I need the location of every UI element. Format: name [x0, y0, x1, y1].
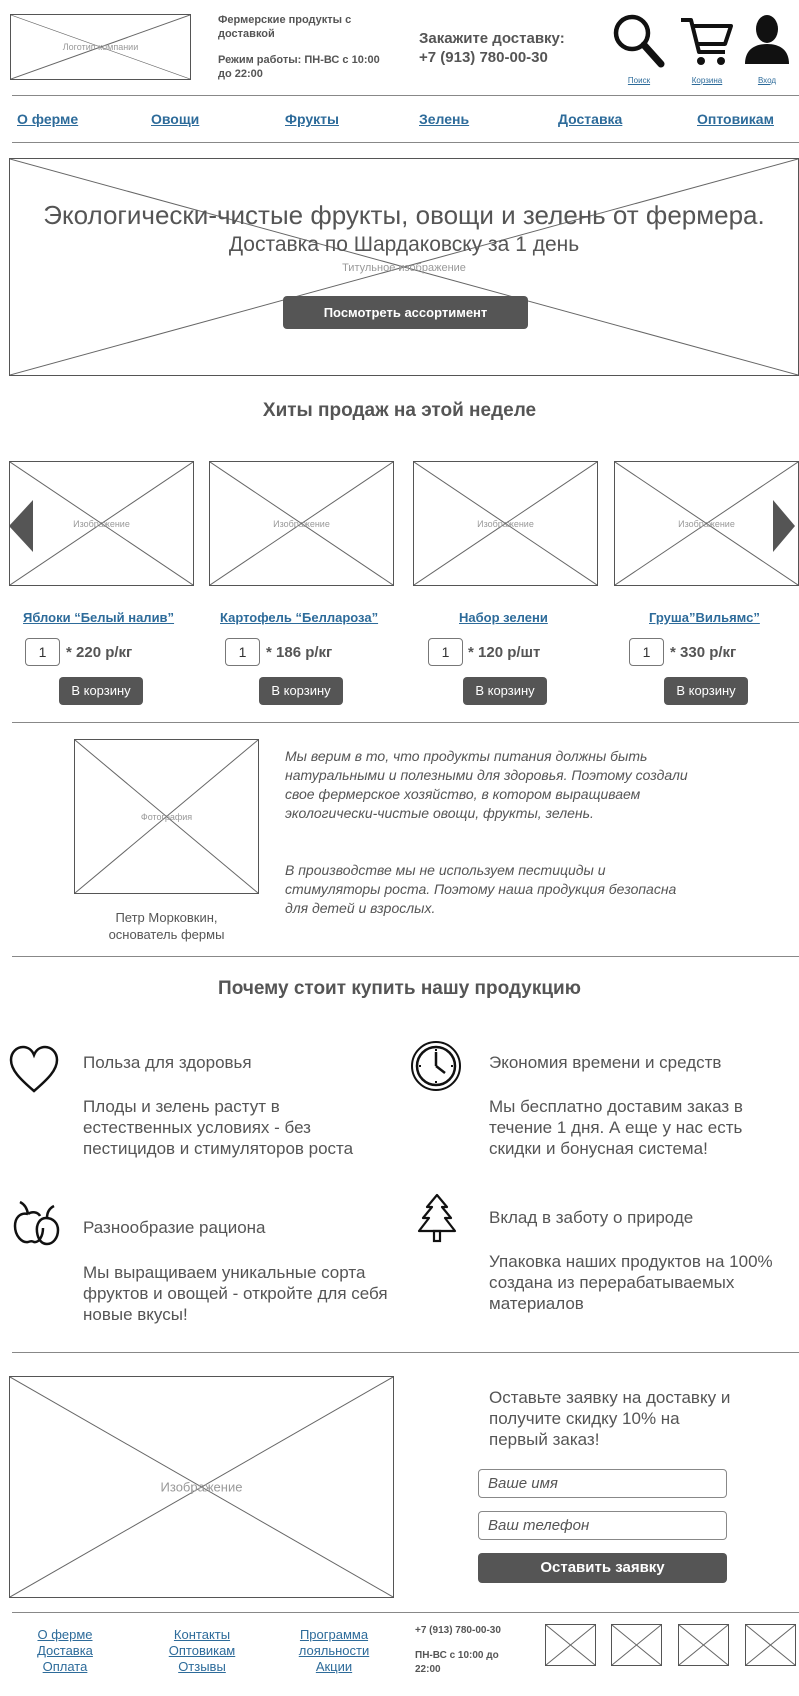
cart-label: Корзина	[691, 76, 723, 85]
advantage-title: Вклад в заботу о природе	[489, 1208, 694, 1227]
image-caption: Изображение	[273, 518, 330, 529]
product-price: * 120 р/шт	[468, 644, 541, 661]
tree-icon	[417, 1193, 457, 1245]
request-text: Оставьте заявку на доставку и получите скидку 10% на первый заказ!	[489, 1388, 731, 1449]
view-assortment-button[interactable]: Посмотреть ассортимент	[283, 296, 528, 329]
request-image	[9, 1376, 394, 1598]
advantage-title: Разнообразие рациона	[83, 1218, 266, 1237]
carousel-prev-icon[interactable]	[9, 500, 35, 552]
tagline: Фермерские продукты с доставкой	[218, 14, 352, 40]
footer-link-contacts[interactable]: Контакты	[173, 1627, 231, 1642]
quantity-field[interactable]: 1	[428, 638, 463, 666]
carousel-next-icon[interactable]	[773, 500, 797, 552]
logo-caption: Логотип компании	[62, 42, 139, 52]
founder-role: основатель фермы	[108, 927, 225, 942]
nav-vegetables[interactable]: Овощи	[151, 111, 200, 127]
footer-link-wholesale[interactable]: Оптовикам	[168, 1643, 236, 1658]
footer-link-reviews[interactable]: Отзывы	[178, 1659, 226, 1674]
header-phone[interactable]: +7 (913) 780-00-30	[419, 49, 548, 66]
product-image[interactable]	[9, 461, 194, 586]
submit-request-button[interactable]: Оставить заявку	[478, 1553, 727, 1583]
image-caption: Изображение	[160, 1479, 243, 1495]
product-image[interactable]	[614, 461, 799, 586]
footer-phone[interactable]: +7 (913) 780-00-30	[415, 1625, 501, 1636]
advantage-text: Мы бесплатно доставим заказ в течение 1 дня. А еще у нас есть скидки и бонусная система!	[489, 1097, 743, 1158]
order-label: Закажите доставку:	[419, 30, 565, 47]
user-icon	[742, 14, 792, 74]
product-title[interactable]: Яблоки “Белый налив”	[23, 610, 175, 625]
hits-title: Хиты продаж на этой неделе	[262, 400, 537, 421]
heart-icon	[8, 1043, 60, 1095]
about-paragraph: Мы верим в то, что продукты питания должны быть натуральными и полезными для здоровья. Поэтому создали свое фермерское хозяйство, в котором выращиваем экологически-чистые овощи, фрукты, зелень.	[285, 748, 688, 821]
quantity-field[interactable]: 1	[225, 638, 260, 666]
founder-photo	[74, 739, 259, 894]
add-to-cart-button[interactable]: В корзину	[664, 677, 748, 705]
divider	[12, 95, 799, 96]
product-title[interactable]: Груша”Вильямс”	[649, 610, 760, 625]
cart-icon	[679, 14, 735, 74]
divider	[12, 142, 799, 143]
add-to-cart-button[interactable]: В корзину	[463, 677, 547, 705]
advantage-text: Плоды и зелень растут в естественных условиях - без пестицидов и стимуляторов роста	[83, 1097, 354, 1158]
footer-link-delivery[interactable]: Доставка	[37, 1643, 93, 1658]
name-input[interactable]	[478, 1469, 727, 1498]
footer-link-loyalty-2[interactable]: лояльности	[298, 1643, 370, 1658]
advantage-text: Упаковка наших продуктов на 100% создана из перерабатываемых материалов	[489, 1252, 773, 1313]
product-image[interactable]	[413, 461, 598, 586]
login-label: Вход	[757, 76, 777, 85]
fruit-icon	[12, 1196, 62, 1248]
hero-caption: Титульное изображение	[342, 262, 466, 274]
divider	[12, 956, 799, 957]
image-caption: Изображение	[73, 518, 130, 529]
footer-link-payment[interactable]: Оплата	[42, 1659, 88, 1674]
nav-wholesale[interactable]: Оптовикам	[697, 111, 774, 127]
divider	[12, 1352, 799, 1353]
search-label: Поиск	[627, 76, 651, 85]
social-icon[interactable]	[611, 1624, 662, 1666]
footer-hours: ПН-ВС с 10:00 до 22:00	[415, 1650, 499, 1675]
cart-button[interactable]	[677, 12, 737, 90]
footer-link-loyalty[interactable]: Программа	[299, 1627, 369, 1642]
hero-subtitle: Доставка по Шардаковску за 1 день	[228, 233, 580, 256]
search-icon	[611, 12, 667, 72]
hero-banner	[9, 158, 799, 376]
product-image[interactable]	[209, 461, 394, 586]
product-price: * 330 р/кг	[670, 644, 737, 661]
add-to-cart-button[interactable]: В корзину	[59, 677, 143, 705]
advantage-text: Мы выращиваем уникальные сорта фруктов и овощей - откройте для себя новые вкусы!	[83, 1263, 388, 1324]
photo-caption: Фотография	[140, 811, 193, 822]
social-icon[interactable]	[678, 1624, 729, 1666]
why-title: Почему стоит купить нашу продукцию	[218, 978, 581, 999]
founder-name: Петр Морковкин,	[115, 910, 218, 925]
nav-delivery[interactable]: Доставка	[558, 111, 623, 127]
quantity-field[interactable]: 1	[25, 638, 60, 666]
phone-input[interactable]	[478, 1511, 727, 1540]
nav-fruits[interactable]: Фрукты	[285, 111, 339, 127]
footer-link-about[interactable]: О ферме	[37, 1627, 93, 1642]
social-icon[interactable]	[545, 1624, 596, 1666]
hero-title: Экологически-чистые фрукты, овощи и зелень от фермера.	[43, 200, 765, 230]
search-button[interactable]	[609, 12, 669, 90]
image-caption: Изображение	[477, 518, 534, 529]
social-icon[interactable]	[745, 1624, 796, 1666]
about-paragraph: В производстве мы не используем пестициды и стимуляторы роста. Поэтому наша продукция безопасна для детей и взрослых.	[285, 862, 677, 916]
nav-about[interactable]: О ферме	[17, 111, 79, 127]
product-title[interactable]: Набор зелени	[459, 610, 548, 625]
login-button[interactable]	[739, 12, 795, 90]
product-price: * 220 р/кг	[66, 644, 133, 661]
divider	[12, 722, 799, 723]
product-title[interactable]: Картофель “Беллароза”	[220, 610, 379, 625]
image-caption: Изображение	[678, 518, 735, 529]
divider	[12, 1612, 799, 1613]
footer-link-promotions[interactable]: Акции	[315, 1659, 353, 1674]
quantity-field[interactable]: 1	[629, 638, 664, 666]
add-to-cart-button[interactable]: В корзину	[259, 677, 343, 705]
advantage-title: Экономия времени и средств	[489, 1053, 722, 1072]
clock-icon	[410, 1040, 462, 1092]
product-price: * 186 р/кг	[266, 644, 333, 661]
nav-greens[interactable]: Зелень	[419, 111, 470, 127]
logo[interactable]	[10, 14, 191, 80]
working-hours: Режим работы: ПН-ВС с 10:00 до 22:00	[218, 54, 380, 80]
advantage-title: Польза для здоровья	[83, 1053, 252, 1072]
